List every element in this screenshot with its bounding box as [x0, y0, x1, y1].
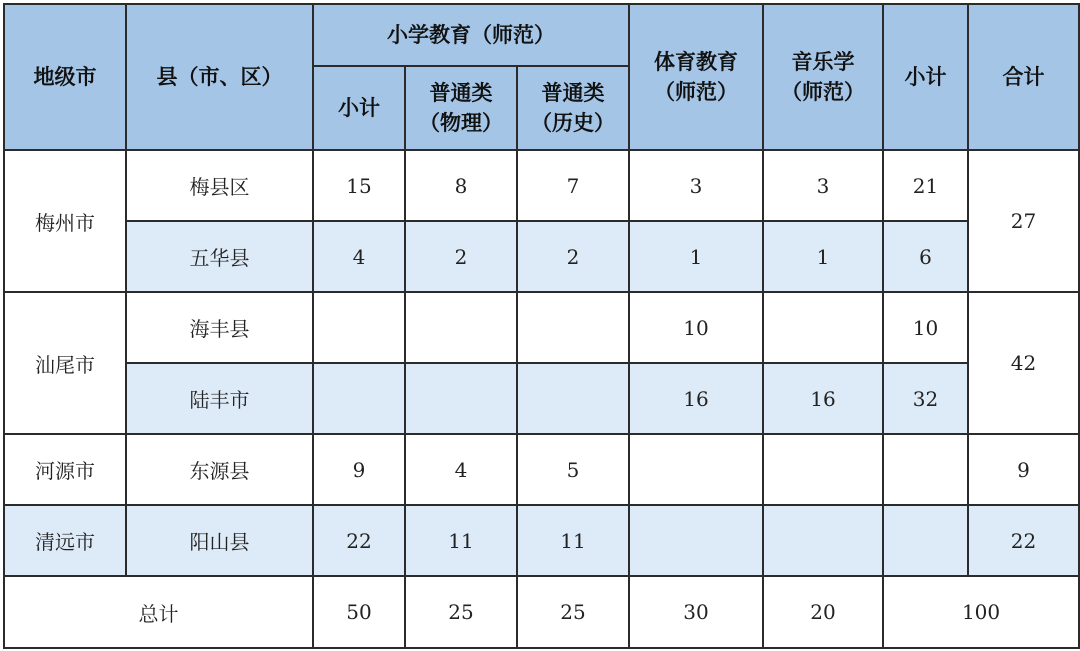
total-cell: 22: [968, 505, 1079, 576]
physics-cell: 11: [405, 505, 517, 576]
subtotal-cell: 6: [883, 221, 968, 292]
col-header-history: 普通类 （历史）: [517, 66, 629, 150]
music-cell: 1: [763, 221, 883, 292]
music-cell: [763, 434, 883, 505]
music-cell: [763, 292, 883, 363]
subtotal-cell: 21: [883, 150, 968, 221]
col-header-primary-subtotal: 小计: [313, 66, 405, 150]
pe-cell: [629, 434, 763, 505]
col-header-physics: 普通类 （物理）: [405, 66, 517, 150]
history-cell: [517, 363, 629, 434]
col-header-pe: 体育教育 （师范）: [629, 4, 763, 150]
total-cell: 42: [968, 292, 1079, 434]
col-header-primary-group: 小学教育（师范）: [313, 4, 629, 66]
physics-cell: [405, 292, 517, 363]
col-header-music: 音乐学 （师范）: [763, 4, 883, 150]
primary-subtotal-total-cell: 50: [313, 576, 405, 648]
pe-cell: 16: [629, 363, 763, 434]
history-cell: 5: [517, 434, 629, 505]
total-cell: 27: [968, 150, 1079, 292]
city-cell: 汕尾市: [4, 292, 126, 434]
physics-cell: 2: [405, 221, 517, 292]
history-cell: [517, 292, 629, 363]
table-row: [4, 150, 1079, 221]
table-row: [4, 434, 1079, 505]
pe-cell: 10: [629, 292, 763, 363]
table-row: [4, 292, 1079, 363]
history-total-cell: 25: [517, 576, 629, 648]
county-cell: 五华县: [126, 221, 313, 292]
county-cell: 东源县: [126, 434, 313, 505]
table-row: [4, 363, 1079, 434]
quota-table: [3, 3, 1080, 649]
subtotal-cell: 10: [883, 292, 968, 363]
subtotal-cell: 32: [883, 363, 968, 434]
physics-cell: 4: [405, 434, 517, 505]
table-row: [4, 221, 1079, 292]
total-cell: 9: [968, 434, 1079, 505]
city-cell: 河源市: [4, 434, 126, 505]
pe-cell: [629, 505, 763, 576]
music-cell: [763, 505, 883, 576]
table-row: [4, 505, 1079, 576]
history-cell: 7: [517, 150, 629, 221]
total-row: [4, 576, 1079, 648]
primary-subtotal-cell: 9: [313, 434, 405, 505]
music-cell: 3: [763, 150, 883, 221]
primary-subtotal-cell: [313, 292, 405, 363]
physics-cell: [405, 363, 517, 434]
col-header-county: 县（市、区）: [126, 4, 313, 150]
pe-total-cell: 30: [629, 576, 763, 648]
physics-total-cell: 25: [405, 576, 517, 648]
county-cell: 海丰县: [126, 292, 313, 363]
grand-total-cell: 100: [883, 576, 1079, 648]
county-cell: 陆丰市: [126, 363, 313, 434]
history-cell: 11: [517, 505, 629, 576]
pe-cell: 1: [629, 221, 763, 292]
primary-subtotal-cell: 4: [313, 221, 405, 292]
subtotal-cell: [883, 505, 968, 576]
city-cell: 清远市: [4, 505, 126, 576]
total-label: 总计: [4, 576, 313, 648]
county-cell: 阳山县: [126, 505, 313, 576]
subtotal-cell: [883, 434, 968, 505]
col-header-prefecture: 地级市: [4, 4, 126, 150]
city-cell: 梅州市: [4, 150, 126, 292]
primary-subtotal-cell: 15: [313, 150, 405, 221]
primary-subtotal-cell: [313, 363, 405, 434]
pe-cell: 3: [629, 150, 763, 221]
primary-subtotal-cell: 22: [313, 505, 405, 576]
county-cell: 梅县区: [126, 150, 313, 221]
history-cell: 2: [517, 221, 629, 292]
music-total-cell: 20: [763, 576, 883, 648]
header-row-1: [4, 4, 1079, 66]
music-cell: 16: [763, 363, 883, 434]
physics-cell: 8: [405, 150, 517, 221]
col-header-total: 合计: [968, 4, 1079, 150]
col-header-subtotal: 小计: [883, 4, 968, 150]
